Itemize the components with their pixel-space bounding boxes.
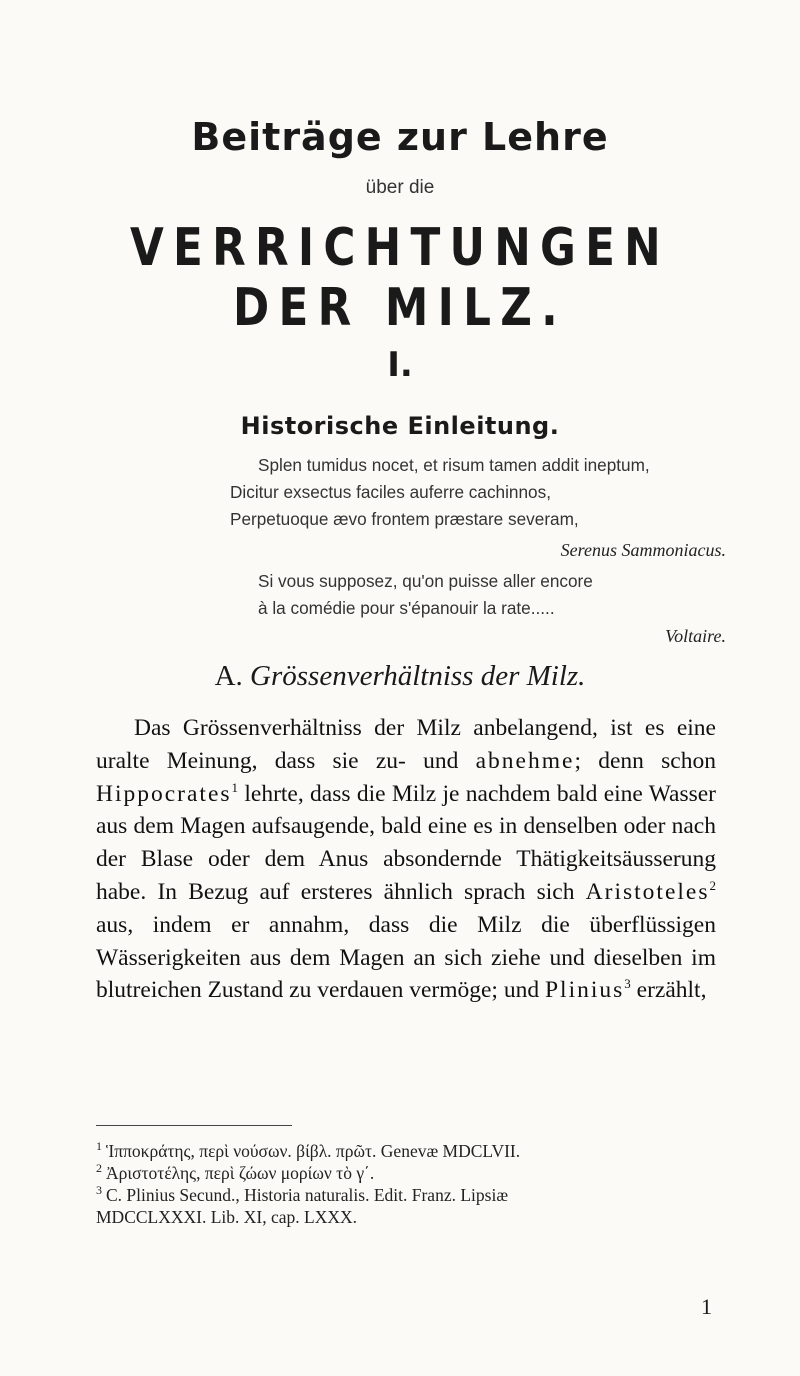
body-text-run: lehrte, dass die Milz je nachdem bald eine Wasser aus dem Magen aufsaugende, bald eine es in denselben oder nach der Blase oder dem Anus absondernde Thätigkeitsäusserung habe. In Bezug auf ersteres ähnlich sprach sich (96, 780, 716, 905)
footnote-text: MDCCLXXXI. Lib. XI, cap. LXXX. (96, 1207, 358, 1227)
footnote-text: C. Plinius Secund., Historia naturalis. Edit. Franz. Lipsiæ (106, 1185, 508, 1205)
footnote (96, 1184, 720, 1206)
footnote-continuation (96, 1206, 720, 1228)
book-title: Beiträge zur Lehre (191, 115, 609, 159)
section-letter: A. (214, 660, 243, 692)
footnote-text: Ἱπποκράτης, περὶ νούσων. βίβλ. πρῶτ. Genevæ MDCLVII. (106, 1141, 521, 1161)
body-text-run: aus, indem er annahm, dass die Milz die überflüssigen Wässerigkeiten aus dem Magen an sich ziehe und dieselben im blutreichen Zustand zu verdauen vermöge; und (96, 911, 716, 1004)
epigraph-line: Splen tumidus nocet, et risum tamen addit ineptum, (258, 455, 650, 475)
footnote-divider (96, 1125, 292, 1126)
main-heading: VERRICHTUNGEN DER MILZ. (130, 218, 670, 338)
body-text-run: ; denn schon (574, 747, 716, 774)
chapter-numeral: I. (387, 345, 413, 385)
page-number-wrap (0, 1294, 800, 1320)
footnote-number: 3 (96, 1183, 102, 1198)
title-connector: über die (365, 177, 435, 198)
author-name: Plinius (544, 977, 625, 1004)
footnote-number: 2 (96, 1161, 102, 1176)
footnote-ref: 3 (624, 976, 631, 992)
chapter-title: Historische Einleitung. (240, 412, 560, 440)
footnote (96, 1162, 720, 1184)
epigraph-line: à la comédie pour s'épanouir la rate..... (258, 598, 555, 618)
section-title: Grössenverhältniss der Milz. (250, 660, 586, 692)
body-text-run: erzählt, (630, 977, 707, 1004)
body-text-run: Das Grössenverhältniss der Milz anbelangend, ist es eine uralte Meinung, dass sie zu- und (96, 715, 716, 774)
epigraph-line: Si vous supposez, qu'on puisse aller encore (258, 571, 593, 591)
epigraph-author: Voltaire. (665, 626, 726, 646)
footnote-number: 1 (96, 1139, 102, 1154)
epigraph-serenus (230, 452, 726, 533)
footnote-text: Ἀριστοτέλης, περὶ ζώων μορίων τὸ γ΄. (106, 1163, 375, 1183)
emphasis-text: abnehme (475, 747, 575, 774)
author-name: Aristoteles (585, 878, 710, 905)
epigraph-voltaire (258, 568, 726, 622)
epigraph-author: Serenus Sammoniacus. (560, 540, 726, 560)
epigraph-line: Dicitur exsectus faciles auferre cachinnos, (230, 482, 551, 502)
footnote-ref: 2 (709, 878, 716, 894)
epigraph-line: Perpetuoque ævo frontem præstare severam, (230, 509, 579, 529)
author-name: Hippocrates (96, 780, 232, 807)
footnote-ref: 1 (231, 779, 239, 795)
footnote (96, 1140, 720, 1162)
page-number: 1 (701, 1294, 712, 1319)
footnotes (96, 1140, 720, 1228)
section-heading (0, 660, 800, 693)
body-paragraph (96, 712, 716, 1007)
